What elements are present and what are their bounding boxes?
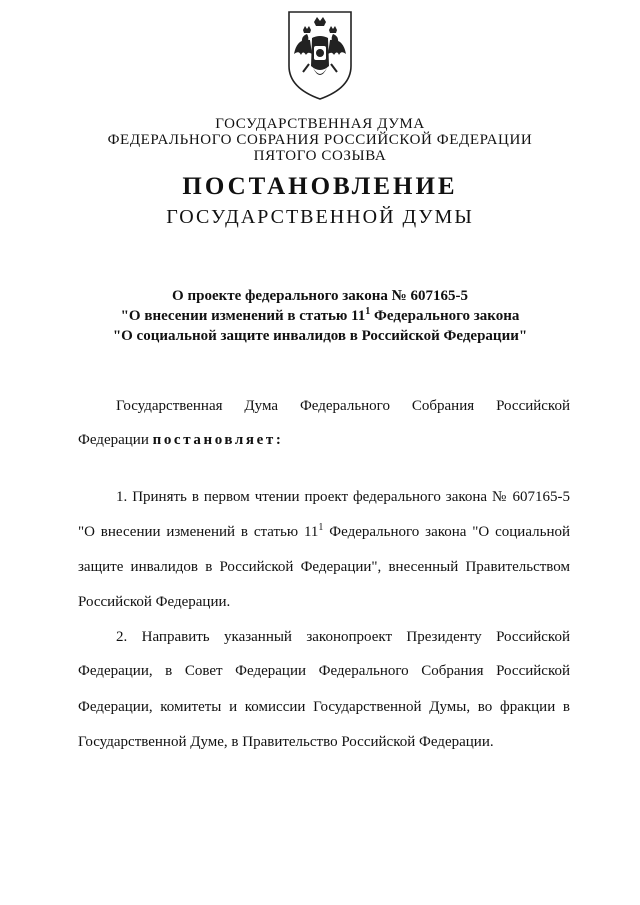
- subject-line-2-part-b: Федерального закона: [370, 308, 520, 324]
- item-1-line-1: 1. Принять в первом чтении проект федерального закона № 607165-5: [116, 489, 570, 505]
- document-title: ПОСТАНОВЛЕНИЕ: [182, 173, 458, 200]
- subject-superscript: 1: [365, 306, 371, 317]
- subject-line-2-part-a: "О внесении изменений в статью 11: [120, 308, 366, 324]
- issuer-line-3: ПЯТОГО СОЗЫВА: [253, 148, 387, 164]
- item-1-line-2-part-a: "О внесении изменений в статью 11: [78, 524, 319, 540]
- item-1-line-3: защите инвалидов в Российской Федерации", внесенный Правительством: [78, 559, 570, 575]
- issuer-line-2: ФЕДЕРАЛЬНОГО СОБРАНИЯ РОССИЙСКОЙ ФЕДЕРАЦИИ: [107, 132, 533, 148]
- resolves-word: постановляет:: [152, 432, 284, 448]
- preamble-line-1: Государственная Дума Федерального Собрания Российской: [116, 398, 570, 414]
- subject-line-1: О проекте федерального закона № 607165-5: [172, 288, 468, 304]
- item-2-line-1: 2. Направить указанный законопроект Президенту Российской: [116, 629, 570, 645]
- item-1-line-2-part-b: Федерального закона "О социальной: [323, 524, 570, 540]
- item-2-line-2: Федерации, в Совет Федерации Федерального Собрания Российской: [78, 663, 570, 679]
- item-1-line-2: [78, 522, 570, 542]
- preamble-line-2: [78, 430, 570, 450]
- preamble-line-2-part-a: Федерации: [78, 432, 153, 448]
- issuer-line-1: ГОСУДАРСТВЕННАЯ ДУМА: [215, 116, 425, 132]
- item-1-line-4: Российской Федерации.: [78, 594, 231, 610]
- item-1-superscript: 1: [318, 522, 324, 533]
- subject-line-3: "О социальной защите инвалидов в Российской Федерации": [112, 328, 528, 344]
- double-headed-eagle-emblem: [283, 8, 357, 102]
- subject-line-2: [0, 306, 640, 326]
- document-subtitle: ГОСУДАРСТВЕННОЙ ДУМЫ: [166, 206, 474, 228]
- item-2-line-4: Государственной Думе, в Правительство Российской Федерации.: [78, 734, 494, 750]
- item-2-line-3: Федерации, комитеты и комиссии Государственной Думы, во фракции в: [78, 699, 570, 715]
